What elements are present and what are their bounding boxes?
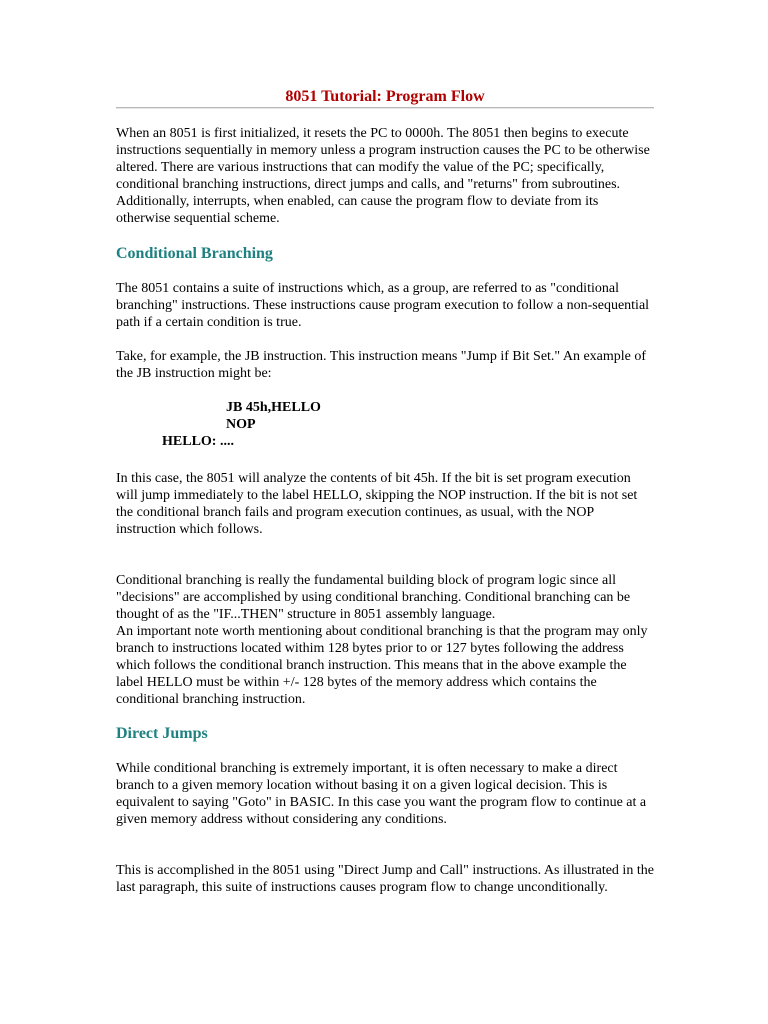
code-line-jb: JB 45h,HELLO	[226, 400, 321, 415]
direct-jumps-paragraph-2: This is accomplished in the 8051 using "Direct Jump and Call" instructions. As illustrated in the last paragraph, this suite of instructions causes program flow to change unconditionally.	[116, 863, 654, 895]
conditional-branching-paragraph-4: Conditional branching is really the fundamental building block of program logic since all "decisions" are accomplished by using conditional branching. Conditional branching can be thought of as the "IF...THEN" structure in 8051 assembly language.	[116, 573, 631, 622]
section-heading-conditional-branching: Conditional Branching	[116, 245, 273, 262]
code-example	[116, 399, 321, 450]
conditional-branching-paragraph-3: In this case, the 8051 will analyze the contents of bit 45h. If the bit is set program execution will jump immediately to the label HELLO, skipping the NOP instruction. If the bit is not set the conditional branch fails and program execution continues, as usual, with the NOP instruction which follows.	[116, 471, 638, 537]
section-heading-direct-jumps: Direct Jumps	[116, 725, 208, 742]
code-line-nop: NOP	[226, 417, 256, 432]
title-divider	[116, 107, 654, 109]
intro-paragraph: When an 8051 is first initialized, it resets the PC to 0000h. The 8051 then begins to execute instructions sequentially in memory unless a program instruction causes the PC to be otherwise altered. There are various instructions that can modify the value of the PC; specifically, conditional branching instructions, direct jumps and calls, and "returns" from subroutines. Additionally, interrupts, when enabled, can cause the program flow to deviate from its otherwise sequential scheme.	[116, 126, 650, 226]
conditional-branching-paragraph-1: The 8051 contains a suite of instructions which, as a group, are referred to as "conditional branching" instructions. These instructions cause program execution to follow a non-sequential path if a certain condition is true.	[116, 281, 650, 330]
code-line-hello: HELLO: ....	[162, 434, 234, 449]
conditional-branching-paragraph-5: An important note worth mentioning about conditional branching is that the program may only branch to instructions located withim 128 bytes prior to or 127 bytes following the address which follows the conditional branch instruction. This means that in the above example the label HELLO must be within +/- 128 bytes of the memory address which contains the conditional branching instruction.	[116, 624, 648, 707]
page-title: 8051 Tutorial: Program Flow	[285, 88, 485, 105]
direct-jumps-paragraph-1: While conditional branching is extremely important, it is often necessary to make a direct branch to a given memory location without basing it on a given logical decision. This is equivalent to saying "Goto" in BASIC. In this case you want the program flow to continue at a given memory address without considering any conditions.	[116, 761, 647, 827]
conditional-branching-paragraph-2: Take, for example, the JB instruction. This instruction means "Jump if Bit Set." An example of the JB instruction might be:	[116, 349, 647, 381]
